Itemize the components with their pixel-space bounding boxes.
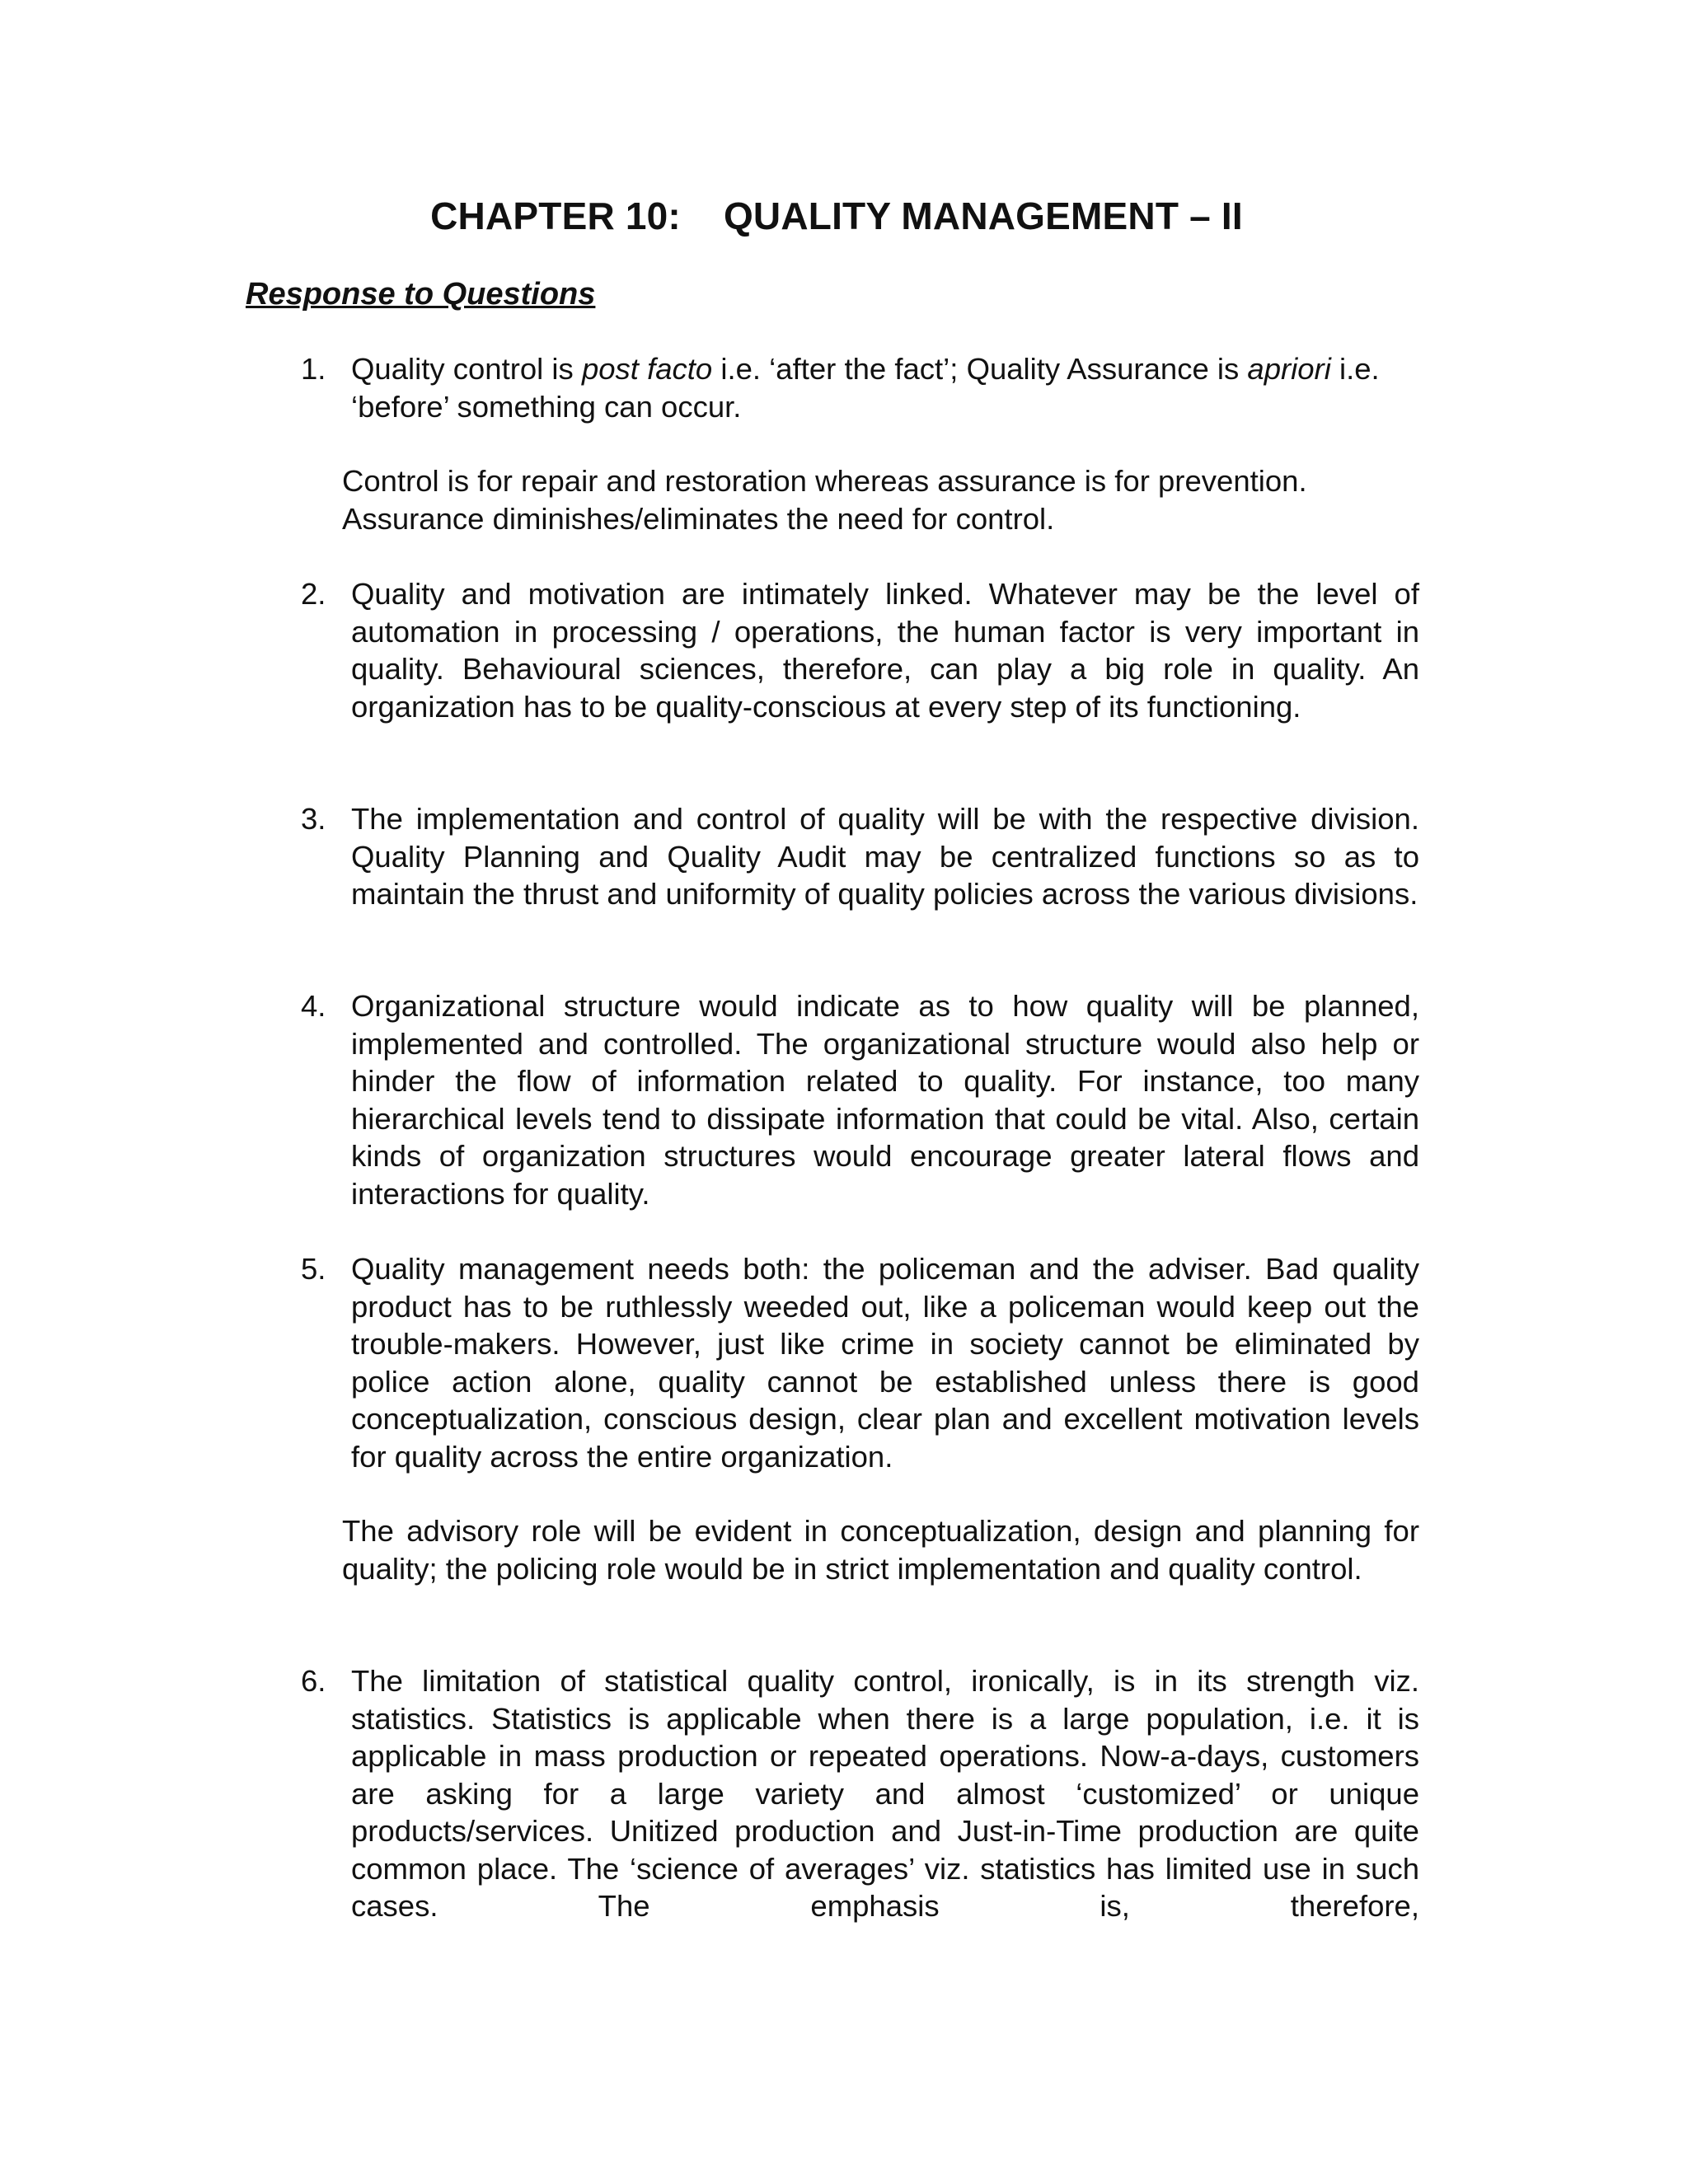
item-number: 4. — [301, 989, 326, 1023]
item-text-segment: i.e. ‘before’ something can occur. — [351, 352, 1380, 424]
item-number: 5. — [301, 1252, 326, 1286]
item-text-segment: i.e. ‘after the fact’; Quality Assurance is — [712, 352, 1248, 386]
item-text — [351, 350, 1419, 425]
item-italic-term: post facto — [581, 352, 713, 386]
followup-paragraph: Control is for repair and restoration whereas assurance is for prevention. Assurance diminishes/eliminates the need for control. — [342, 464, 1307, 536]
followup-paragraph: The advisory role will be evident in conceptualization, design and planning for quality; the policing role would be in strict implementation and quality control. — [342, 1514, 1419, 1586]
item-text: The limitation of statistical quality control, ironically, is in its strength viz. statistics. Statistics is applicable when there is a large population, i.e. it is applicable in mass production or repeated operations. Now-a-days, customers are asking for a large variety and almost ‘customized’ or unique products/services. Unitized production and Just-in-Time production are quite common place. The ‘science of averages’ viz. statistics has limited use in such cases. The emphasis is, therefore, — [351, 1664, 1419, 1923]
item-italic-term: apriori — [1247, 352, 1331, 386]
item-number: 6. — [301, 1664, 326, 1698]
item-number: 2. — [301, 577, 326, 611]
chapter-title — [0, 194, 1673, 238]
item-text: The implementation and control of quality will be with the respective division. Quality Planning and Quality Audit may be centralized functions so as to maintain the thrust and uniformity of quality policies across the various divisions. — [351, 802, 1419, 911]
chapter-name: QUALITY MANAGEMENT – II — [723, 194, 1243, 237]
item-text: Quality management needs both: the policeman and the adviser. Bad quality product has to be ruthlessly weeded out, like a policeman would keep out the trouble-makers. However, just like crime in society cannot be eliminated by police action alone, quality cannot be established unless there is good conceptualization, conscious design, clear plan and excellent motivation levels for quality across the entire organization. — [351, 1252, 1419, 1474]
item-text: Organizational structure would indicate as to how quality will be planned, implemented and controlled. The organizational structure would also help or hinder the flow of information related to quality. For instance, too many hierarchical levels tend to dissipate information that could be vital. Also, certain kinds of organization structures would encourage greater lateral flows and interactions for quality. — [351, 989, 1419, 1211]
item-number: 3. — [301, 802, 326, 836]
section-heading: Response to Questions — [246, 277, 596, 312]
item-number: 1. — [301, 352, 326, 386]
item-text: Quality and motivation are intimately linked. Whatever may be the level of automation in processing / operations, the human factor is very important in quality. Behavioural sciences, therefore, can play a big role in quality. An organization has to be quality-conscious at every step of its functioning. — [351, 577, 1419, 724]
chapter-number: CHAPTER 10: — [430, 194, 681, 237]
item-text-segment: Quality control is — [351, 352, 582, 386]
